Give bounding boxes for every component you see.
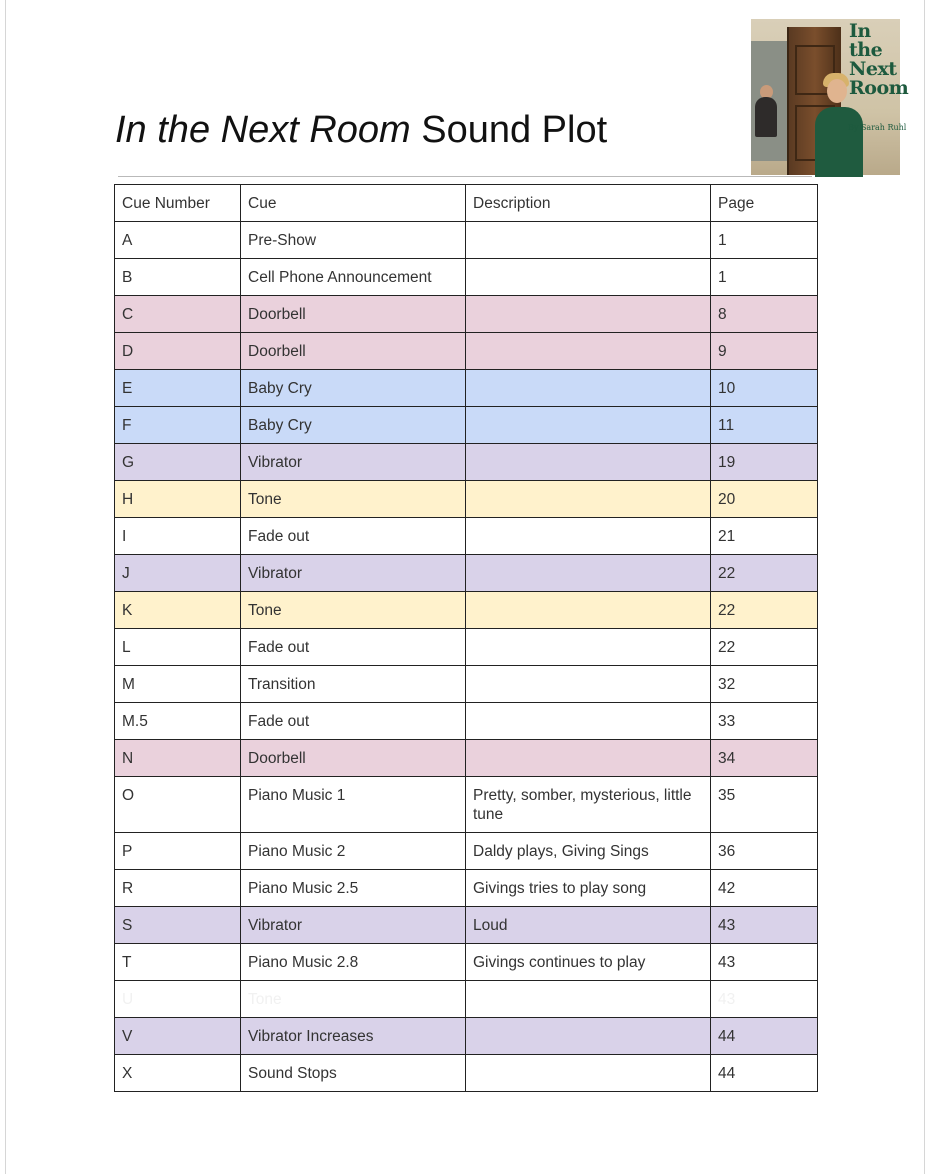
title-divider xyxy=(118,176,812,177)
cell-page: 33 xyxy=(711,703,818,740)
table-row xyxy=(115,907,818,944)
cell-cue: Doorbell xyxy=(241,296,466,333)
cell-page: 44 xyxy=(711,1018,818,1055)
cover-title-line: In xyxy=(849,20,871,42)
cell-cue: Vibrator xyxy=(241,555,466,592)
cell-description xyxy=(466,629,711,666)
table-row xyxy=(115,296,818,333)
cell-description xyxy=(466,518,711,555)
cell-page: 32 xyxy=(711,666,818,703)
cell-description xyxy=(466,370,711,407)
cell-cue: Transition xyxy=(241,666,466,703)
cell-cue: Vibrator xyxy=(241,444,466,481)
cell-cue-number: S xyxy=(115,907,241,944)
cell-description xyxy=(466,1055,711,1092)
cell-cue-number: I xyxy=(115,518,241,555)
cell-cue-number: L xyxy=(115,629,241,666)
cell-page: 9 xyxy=(711,333,818,370)
cell-description: Pretty, somber, mysterious, little tune xyxy=(466,777,711,833)
cell-cue-number: X xyxy=(115,1055,241,1092)
cell-cue: Fade out xyxy=(241,518,466,555)
cell-cue: Tone xyxy=(241,981,466,1018)
cell-cue-number: F xyxy=(115,407,241,444)
cell-page: 1 xyxy=(711,222,818,259)
title-play-name: In the Next Room xyxy=(115,109,411,151)
cover-title-line: Next xyxy=(849,58,897,80)
cell-cue: Piano Music 2.8 xyxy=(241,944,466,981)
cell-page: 43 xyxy=(711,944,818,981)
cell-page: 42 xyxy=(711,870,818,907)
table-row xyxy=(115,981,818,1018)
cell-cue: Fade out xyxy=(241,703,466,740)
table-body xyxy=(115,222,818,1092)
cell-description xyxy=(466,296,711,333)
cell-cue: Cell Phone Announcement xyxy=(241,259,466,296)
cell-cue-number: P xyxy=(115,833,241,870)
cell-page: 22 xyxy=(711,555,818,592)
page-edge-left xyxy=(5,0,6,1174)
header-cue-number: Cue Number xyxy=(115,185,241,222)
cell-description: Loud xyxy=(466,907,711,944)
cell-cue-number: M.5 xyxy=(115,703,241,740)
cell-cue: Doorbell xyxy=(241,740,466,777)
cell-cue-number: N xyxy=(115,740,241,777)
cell-cue-number: M xyxy=(115,666,241,703)
table-row xyxy=(115,703,818,740)
cell-page: 22 xyxy=(711,592,818,629)
cell-cue-number: A xyxy=(115,222,241,259)
cell-cue-number: T xyxy=(115,944,241,981)
cover-woman-head xyxy=(827,79,847,103)
cell-page: 43 xyxy=(711,907,818,944)
cell-cue-number: O xyxy=(115,777,241,833)
cell-cue-number: H xyxy=(115,481,241,518)
cell-description: Givings continues to play xyxy=(466,944,711,981)
table-row xyxy=(115,944,818,981)
cell-cue: Doorbell xyxy=(241,333,466,370)
table-row xyxy=(115,444,818,481)
book-cover-image xyxy=(751,19,909,175)
cell-cue-number: U xyxy=(115,981,241,1018)
page-title xyxy=(115,108,607,152)
cell-cue: Fade out xyxy=(241,629,466,666)
cell-description xyxy=(466,444,711,481)
cover-title-line: the xyxy=(849,39,883,61)
cell-description xyxy=(466,407,711,444)
cell-cue: Sound Stops xyxy=(241,1055,466,1092)
cell-description xyxy=(466,666,711,703)
cell-page: 43 xyxy=(711,981,818,1018)
table-row xyxy=(115,740,818,777)
header-description: Description xyxy=(466,185,711,222)
cell-cue: Piano Music 1 xyxy=(241,777,466,833)
cell-description: Daldy plays, Giving Sings xyxy=(466,833,711,870)
cell-description xyxy=(466,481,711,518)
cell-cue-number: K xyxy=(115,592,241,629)
cell-cue: Piano Music 2 xyxy=(241,833,466,870)
table-row xyxy=(115,1055,818,1092)
cover-background-figure xyxy=(755,97,777,137)
table-row xyxy=(115,629,818,666)
table-row xyxy=(115,518,818,555)
cell-description xyxy=(466,259,711,296)
cell-page: 11 xyxy=(711,407,818,444)
cell-cue: Piano Music 2.5 xyxy=(241,870,466,907)
cell-cue: Pre-Show xyxy=(241,222,466,259)
cell-description xyxy=(466,981,711,1018)
table-row xyxy=(115,833,818,870)
cell-description: Givings tries to play song xyxy=(466,870,711,907)
table-row xyxy=(115,259,818,296)
cell-cue-number: C xyxy=(115,296,241,333)
cell-page: 35 xyxy=(711,777,818,833)
cell-cue: Baby Cry xyxy=(241,407,466,444)
cell-page: 1 xyxy=(711,259,818,296)
sound-plot-table xyxy=(114,184,818,1092)
cell-cue: Vibrator Increases xyxy=(241,1018,466,1055)
cell-page: 19 xyxy=(711,444,818,481)
cover-woman-dress xyxy=(815,107,863,177)
table-row xyxy=(115,592,818,629)
title-suffix: Sound Plot xyxy=(410,109,608,151)
cell-page: 44 xyxy=(711,1055,818,1092)
page-edge-right xyxy=(924,0,925,1174)
table-row xyxy=(115,407,818,444)
table-row xyxy=(115,666,818,703)
cell-cue-number: V xyxy=(115,1018,241,1055)
cell-page: 36 xyxy=(711,833,818,870)
cell-page: 20 xyxy=(711,481,818,518)
table-header-row xyxy=(115,185,818,222)
cell-cue-number: R xyxy=(115,870,241,907)
cover-title xyxy=(849,20,909,99)
table-row xyxy=(115,555,818,592)
cell-page: 10 xyxy=(711,370,818,407)
cell-cue: Tone xyxy=(241,592,466,629)
table-row xyxy=(115,777,818,833)
cell-cue: Vibrator xyxy=(241,907,466,944)
cell-description xyxy=(466,555,711,592)
table-row xyxy=(115,222,818,259)
table-row xyxy=(115,1018,818,1055)
cell-description xyxy=(466,333,711,370)
table-row xyxy=(115,481,818,518)
table-row xyxy=(115,870,818,907)
cell-cue-number: G xyxy=(115,444,241,481)
table-row xyxy=(115,333,818,370)
cell-description xyxy=(466,740,711,777)
cell-description xyxy=(466,592,711,629)
table-row xyxy=(115,370,818,407)
cell-cue-number: J xyxy=(115,555,241,592)
cell-page: 8 xyxy=(711,296,818,333)
cell-cue: Tone xyxy=(241,481,466,518)
cell-cue-number: E xyxy=(115,370,241,407)
cell-page: 34 xyxy=(711,740,818,777)
cell-description xyxy=(466,703,711,740)
cell-cue-number: D xyxy=(115,333,241,370)
cell-cue-number: B xyxy=(115,259,241,296)
cell-description xyxy=(466,222,711,259)
cover-title-line: Room xyxy=(849,77,909,99)
cell-cue: Baby Cry xyxy=(241,370,466,407)
cell-description xyxy=(466,1018,711,1055)
header-cue: Cue xyxy=(241,185,466,222)
cell-page: 22 xyxy=(711,629,818,666)
cover-author: By Sarah Ruhl xyxy=(848,123,907,132)
header-page: Page xyxy=(711,185,818,222)
cell-page: 21 xyxy=(711,518,818,555)
